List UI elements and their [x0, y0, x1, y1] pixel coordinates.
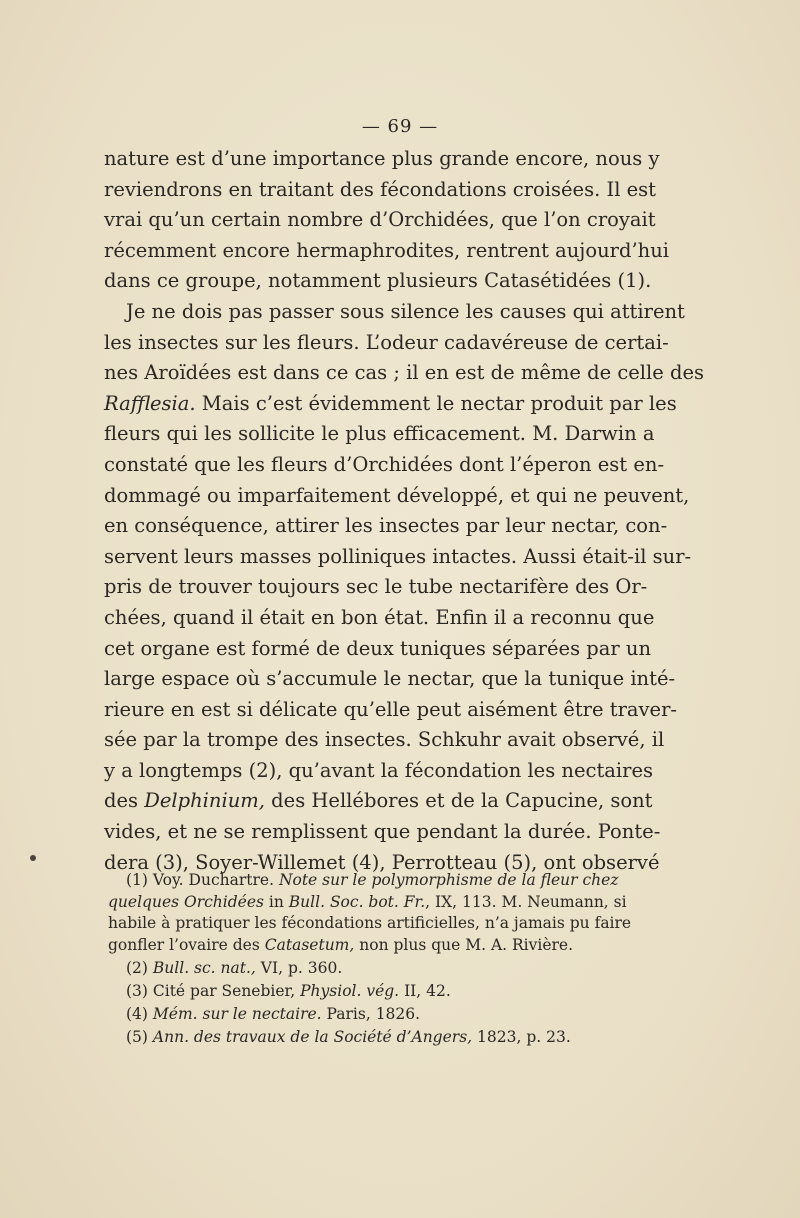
body-line: reviendrons en traitant des fécondations croisées. Il est: [104, 177, 657, 201]
body-line-text: des Hellébores et de la Capucine, sont: [271, 789, 653, 813]
footnote-text: gonfler l’ovaire des: [108, 935, 260, 954]
body-line: y a longtemps (2), qu’avant la fécondation les nectaires: [104, 758, 654, 782]
body-line: vides, et ne se remplissent que pendant la durée. Ponte-: [104, 820, 661, 844]
footnote-text: VI, p. 360.: [260, 958, 343, 977]
footnote-text: (2): [126, 958, 148, 977]
body-line: large espace où s’accumule le nectar, que la tunique inté-: [104, 667, 676, 691]
body-line: récemment encore hermaphrodites, rentrent aujourd’hui: [104, 238, 669, 262]
body-line: [104, 389, 677, 420]
ink-speck: [30, 855, 36, 861]
body-line: nes Aroïdées est dans ce cas ; il en est de même de celle des: [104, 361, 705, 385]
footnote-text: (4): [126, 1004, 148, 1023]
footnote-italic: Ann. des travaux de la Société d’Angers,: [152, 1027, 473, 1046]
footnote-text: (3) Cité par Senebier,: [126, 981, 296, 1000]
body-line: des Delphinium, des Hellébores et de la Capucine, sont: [104, 789, 653, 813]
footnote-3: [108, 981, 598, 1003]
rafflesia-term: Rafflesia.: [104, 391, 196, 415]
footnote-text: , IX, 113. M. Neumann, si: [425, 892, 627, 911]
body-line: servent leurs masses polliniques intactes. Aussi était-il sur-: [104, 544, 692, 568]
footnote-1-line: habile à pratiquer les fécondations artificielles, n’a jamais pu faire: [108, 914, 632, 932]
body-line-text: Mais c’est évidemment le nectar produit par les: [201, 391, 677, 415]
footnote-1-line: [108, 892, 627, 914]
body-line: vrai qu’un certain nombre d’Orchidées, que l’on croyait: [104, 208, 656, 232]
footnote-text: (1) Voy. Duchartre.: [126, 871, 274, 889]
footnote-4: [108, 1004, 598, 1026]
footnote-text: non plus que M. A. Rivière.: [359, 935, 574, 954]
page-number: — 69 —: [361, 116, 439, 137]
delphinium-term: Delphinium,: [144, 789, 265, 813]
footnote-italic: Catasetum,: [264, 935, 355, 954]
footnote-text: 1823, p. 23.: [477, 1027, 571, 1046]
footnotes: [108, 870, 632, 1048]
footnote-text: II, 42.: [404, 981, 451, 1000]
footnote-italic: quelques Orchidées: [108, 892, 264, 911]
footnote-text: (5): [126, 1027, 148, 1046]
body-line: constaté que les fleurs d’Orchidées dont l’éperon est en-: [104, 452, 665, 476]
body-line: les insectes sur les fleurs. L’odeur cadavéreuse de certai-: [104, 330, 669, 354]
footnote-italic: Bull. sc. nat.,: [152, 958, 256, 977]
body-line: sée par la trompe des insectes. Schkuhr avait observé, il: [104, 728, 665, 752]
footnote-1-line: [108, 935, 598, 957]
footnote-italic: Physiol. vég.: [300, 981, 400, 1000]
body-line: chées, quand il était en bon état. Enfin il a reconnu que: [104, 605, 655, 629]
body-line: pris de trouver toujours sec le tube nectarifère des Or-: [104, 575, 648, 599]
body-line: en conséquence, attirer les insectes par leur nectar, con-: [104, 514, 668, 538]
footnote-5: [108, 1027, 598, 1049]
body-line: dera (3), Soyer-Willemet (4), Perrotteau (5), ont observé: [104, 850, 660, 874]
footnote-text: Paris, 1826.: [326, 1004, 421, 1023]
footnote-text: in: [268, 892, 284, 911]
footnote-1: [108, 870, 619, 892]
body-line: dans ce groupe, notamment plusieurs Catasétidées (1).: [104, 269, 652, 293]
body-line: dommagé ou imparfaitement développé, et qui ne peuvent,: [104, 483, 690, 507]
body-line: fleurs qui les sollicite le plus efficacement. M. Darwin a: [104, 422, 655, 446]
body-line: nature est d’une importance plus grande encore, nous y: [104, 147, 660, 170]
footnote-2: [108, 958, 598, 980]
body-line: rieure en est si délicate qu’elle peut aisément être traver-: [104, 697, 677, 721]
body-text: [104, 144, 705, 878]
footnote-italic: Bull. Soc. bot. Fr.: [288, 892, 426, 911]
body-line: cet organe est formé de deux tuniques séparées par un: [104, 636, 652, 660]
footnote-italic: Note sur le polymorphisme de la fleur chez: [278, 871, 619, 889]
body-line: Je ne dois pas passer sous silence les causes qui attirent: [126, 299, 685, 323]
footnote-italic: Mém. sur le nectaire.: [152, 1004, 322, 1023]
